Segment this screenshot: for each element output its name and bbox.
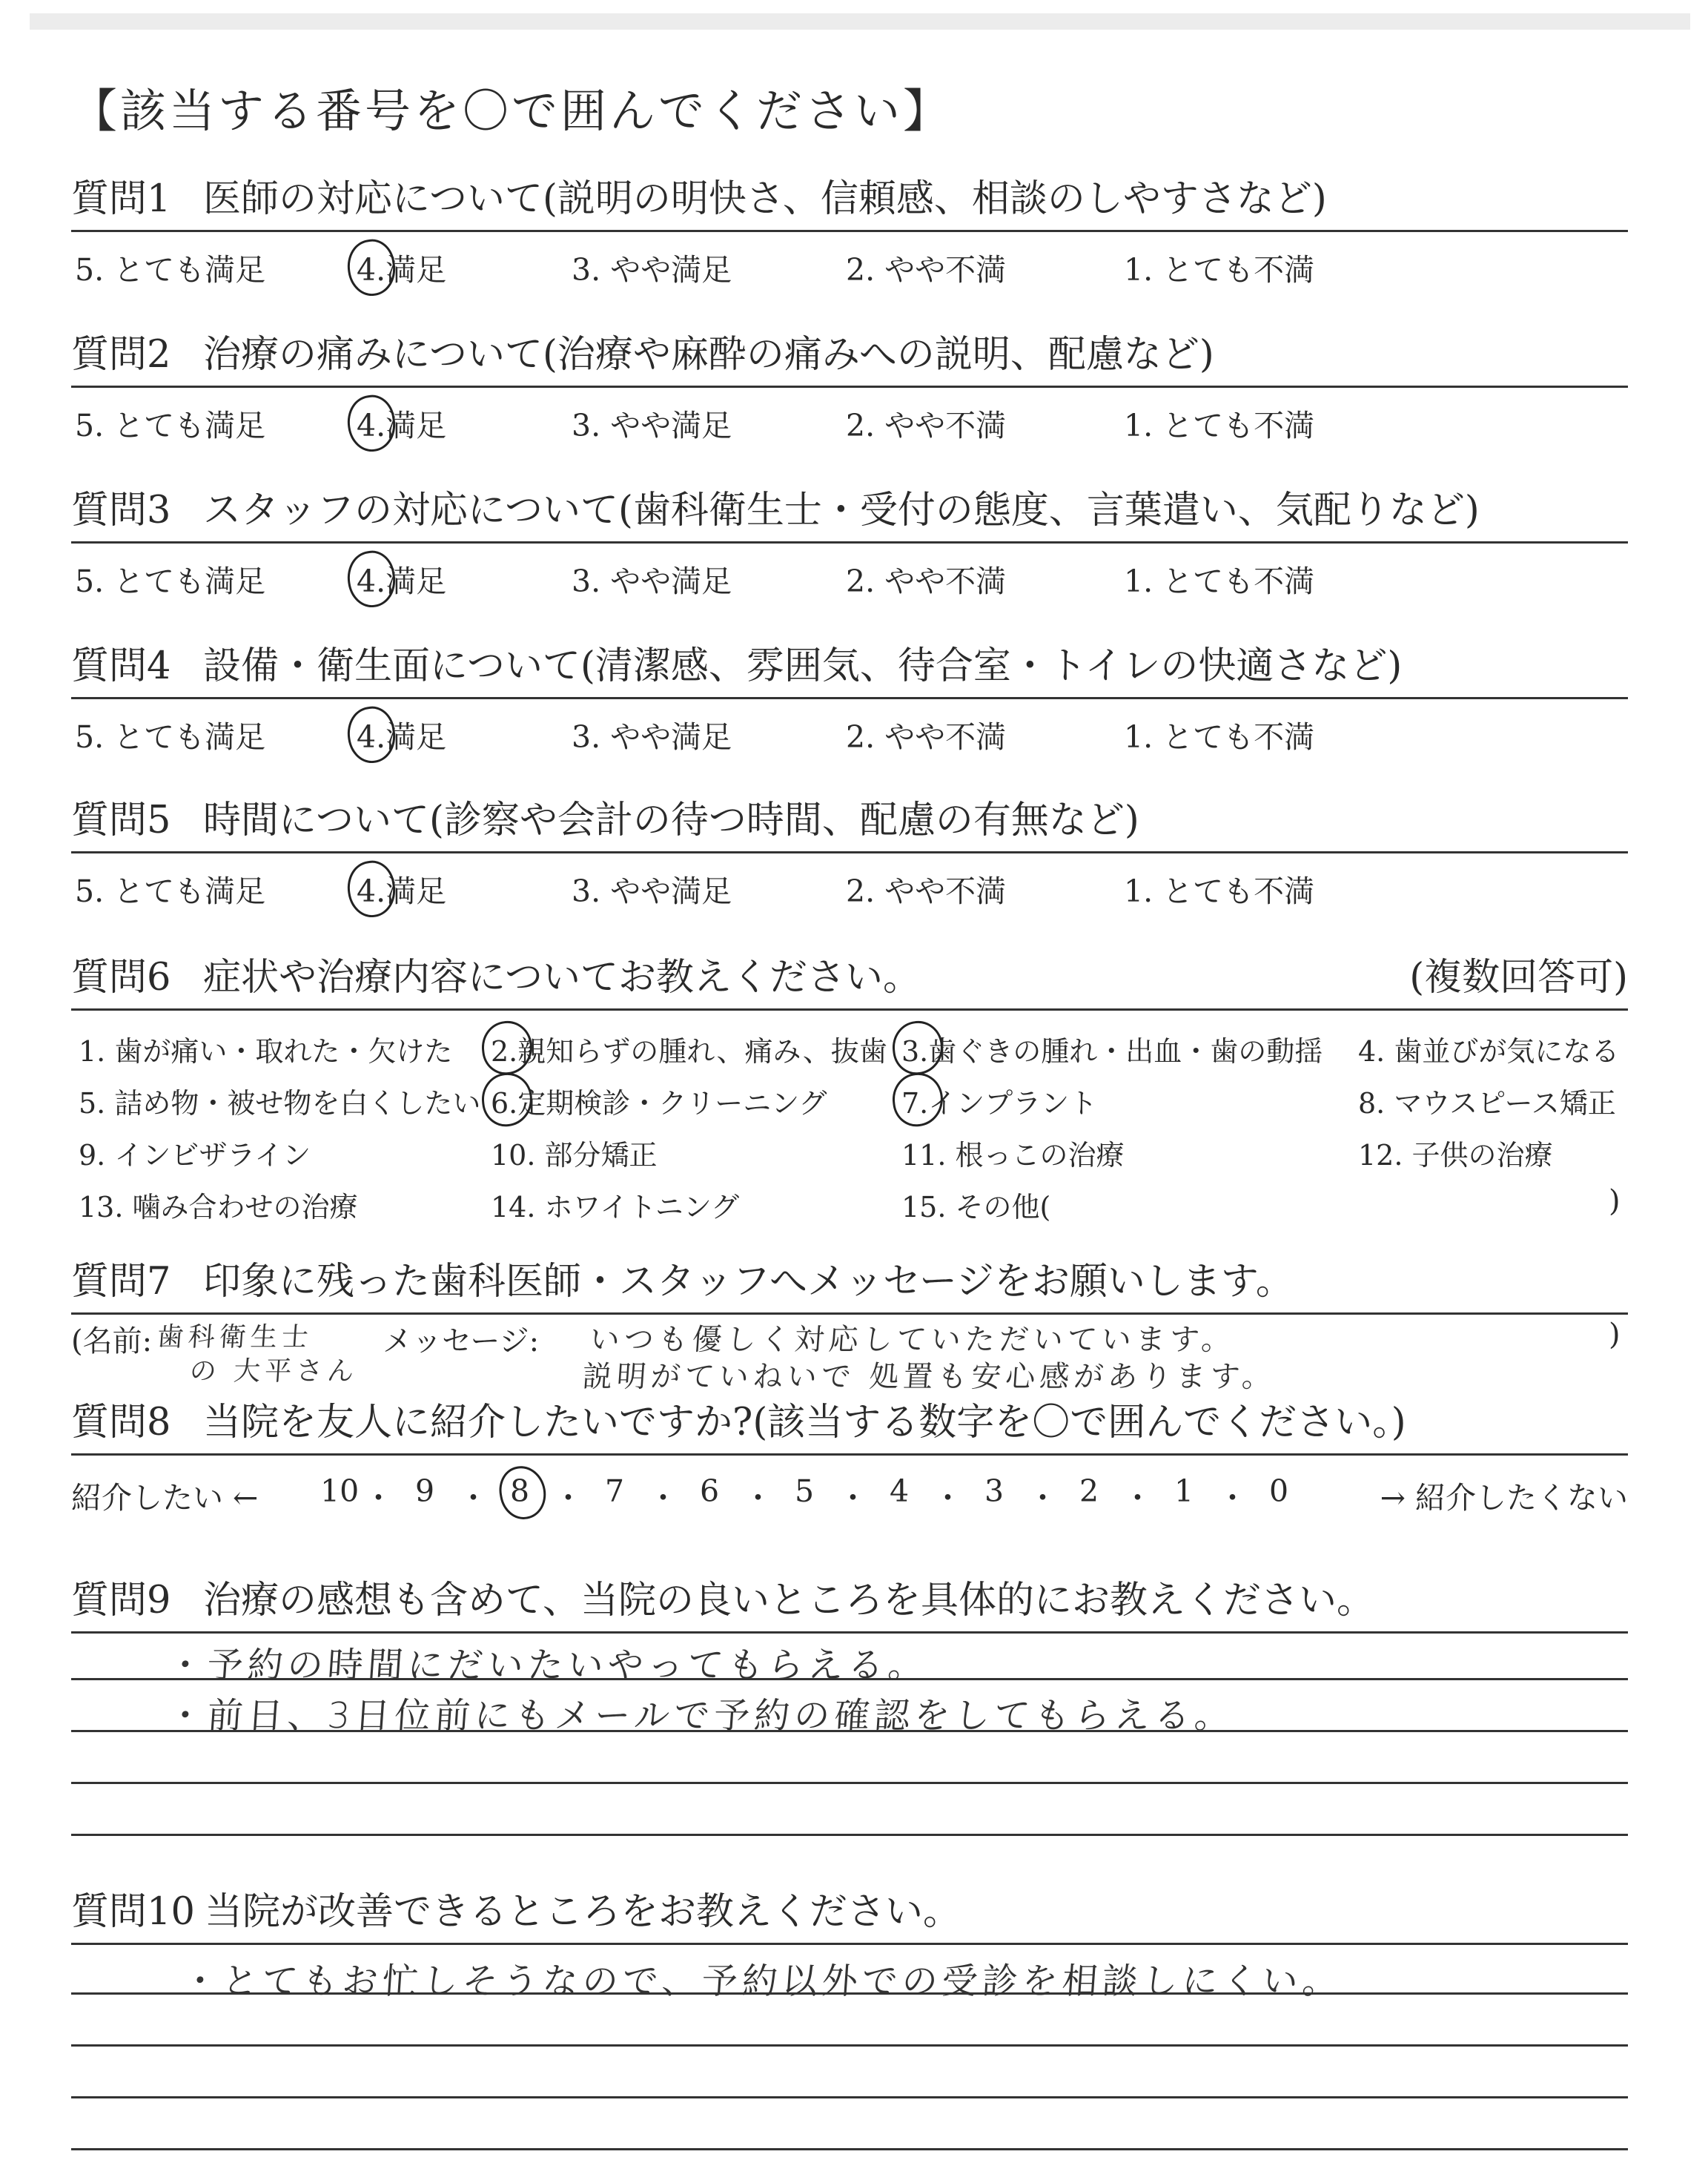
scale-separator: ・ xyxy=(838,1480,868,1516)
choice-4-satisfied-selected[interactable]: 4.満足 xyxy=(357,713,446,756)
handwritten-answer-2: ・前日、3日位前にもメールで予約の確認をしてもらえる。 xyxy=(165,1695,1237,1737)
scale-value-9[interactable]: 9 xyxy=(415,1473,435,1509)
question-7 xyxy=(71,1253,1628,1394)
name-label: (名前: xyxy=(71,1324,153,1358)
question-text: 治療の感想も含めて、当院の良いところを具体的にお教えください。 xyxy=(203,1579,1374,1622)
staff-message xyxy=(71,1315,1628,1394)
choice-3-somewhat-satisfied[interactable]: 3. やや満足 xyxy=(572,719,732,755)
scale-value-3[interactable]: 3 xyxy=(984,1473,1004,1509)
option-10[interactable]: 10. 部分矯正 xyxy=(491,1139,658,1172)
scale-value-8-selected[interactable]: 8 xyxy=(510,1473,530,1509)
scale-value-1[interactable]: 1 xyxy=(1174,1473,1194,1509)
option-12[interactable]: 12. 子供の治療 xyxy=(1358,1139,1553,1172)
question-number: 質問9 xyxy=(71,1579,171,1622)
question-number: 質問1 xyxy=(71,177,171,221)
question-4-header xyxy=(71,638,1628,699)
scale-separator: ・ xyxy=(363,1480,394,1516)
question-text: 医師の対応について(説明の明快さ、信頼感、相談のしやすさなど) xyxy=(203,177,1327,221)
question-text: 印象に残った歯科医師・スタッフへメッセージをお願いします。 xyxy=(203,1260,1294,1304)
rating-choices xyxy=(71,388,1628,450)
choice-3-somewhat-satisfied[interactable]: 3. やや満足 xyxy=(572,873,732,909)
question-2-header xyxy=(71,326,1628,388)
multiple-answers-note: (複数回答可) xyxy=(1409,956,1628,1000)
choice-1-very-dissatisfied[interactable]: 1. とても不満 xyxy=(1124,252,1315,288)
scale-separator: ・ xyxy=(743,1480,773,1516)
option-15[interactable]: 15. その他( xyxy=(901,1191,1051,1223)
option-9[interactable]: 9. インビザライン xyxy=(79,1139,311,1172)
question-7-header xyxy=(71,1253,1628,1315)
question-3 xyxy=(71,482,1628,606)
question-4 xyxy=(71,638,1628,762)
question-1-header xyxy=(71,171,1628,232)
choice-3-somewhat-satisfied[interactable]: 3. やや満足 xyxy=(572,252,732,288)
choice-4-satisfied-selected[interactable]: 4.満足 xyxy=(357,401,446,445)
question-9-header xyxy=(71,1572,1628,1634)
handwritten-answer-1: ・予約の時間にだいたいやってもらえる。 xyxy=(165,1645,930,1686)
choice-3-somewhat-satisfied[interactable]: 3. やや満足 xyxy=(572,408,732,443)
answer-line xyxy=(71,1834,1628,1836)
choice-4-satisfied-selected[interactable]: 4.満足 xyxy=(357,245,446,289)
message-close-paren: ) xyxy=(1609,1318,1621,1352)
scale-right-label: → 紹介したくない xyxy=(1380,1480,1628,1516)
choice-2-somewhat-dissatisfied[interactable]: 2. やや不満 xyxy=(846,873,1007,909)
option-7-selected[interactable]: 7.インプラント xyxy=(901,1080,1097,1121)
choice-1-very-dissatisfied[interactable]: 1. とても不満 xyxy=(1124,408,1315,443)
scale-separator: ・ xyxy=(648,1480,678,1516)
question-2 xyxy=(71,326,1628,450)
answer-line xyxy=(71,2044,1628,2047)
scale-value-4[interactable]: 4 xyxy=(890,1473,910,1509)
scale-value-6[interactable]: 6 xyxy=(700,1473,720,1509)
answer-line xyxy=(71,2148,1628,2150)
scale-value-10[interactable]: 10 xyxy=(320,1473,360,1509)
improvement-lines xyxy=(71,1945,1628,2160)
question-number: 質問3 xyxy=(71,489,171,532)
option-8[interactable]: 8. マウスピース矯正 xyxy=(1358,1087,1616,1120)
option-1[interactable]: 1. 歯が痛い・取れた・欠けた xyxy=(79,1035,453,1068)
rating-choices xyxy=(71,232,1628,294)
choice-1-very-dissatisfied[interactable]: 1. とても不満 xyxy=(1124,564,1315,599)
option-4[interactable]: 4. 歯並びが気になる xyxy=(1358,1035,1620,1068)
question-6-header xyxy=(71,949,1628,1011)
scale-separator: ・ xyxy=(1027,1480,1058,1516)
rating-choices xyxy=(71,544,1628,606)
question-text: 治療の痛みについて(治療や麻酔の痛みへの説明、配慮など) xyxy=(203,333,1214,377)
question-text: 時間について(診察や会計の待つ時間、配慮の有無など) xyxy=(203,799,1139,842)
message-label: メッセージ: xyxy=(383,1324,540,1358)
scale-left-label: 紹介したい ← xyxy=(71,1480,259,1516)
handwritten-name-line-2: の 大平さん xyxy=(188,1356,360,1387)
question-number: 質問8 xyxy=(71,1401,171,1444)
scale-value-7[interactable]: 7 xyxy=(605,1473,625,1509)
scan-top-band xyxy=(30,13,1690,30)
scale-value-0[interactable]: 0 xyxy=(1269,1473,1289,1509)
choice-1-very-dissatisfied[interactable]: 1. とても不満 xyxy=(1124,873,1315,909)
choice-5-very-satisfied[interactable]: 5. とても満足 xyxy=(75,564,266,599)
question-10-header xyxy=(71,1883,1628,1945)
question-1 xyxy=(71,171,1628,294)
option-5[interactable]: 5. 詰め物・被せ物を白くしたい xyxy=(79,1087,481,1120)
symptom-options xyxy=(71,1011,1628,1222)
scale-separator: ・ xyxy=(458,1480,489,1516)
handwritten-message-line-1: いつも優しく対応していただいています。 xyxy=(589,1323,1237,1357)
choice-2-somewhat-dissatisfied[interactable]: 2. やや不満 xyxy=(846,408,1007,443)
question-number: 質問4 xyxy=(71,644,171,688)
choice-3-somewhat-satisfied[interactable]: 3. やや満足 xyxy=(572,564,732,599)
question-5 xyxy=(71,792,1628,916)
question-text: 症状や治療内容についてお教えください。 xyxy=(203,956,921,1000)
question-number: 質問10 xyxy=(71,1890,195,1934)
scale-separator: ・ xyxy=(1217,1480,1248,1516)
scale-separator: ・ xyxy=(1122,1480,1153,1516)
choice-5-very-satisfied[interactable]: 5. とても満足 xyxy=(75,873,266,909)
choice-4-satisfied-selected[interactable]: 4.満足 xyxy=(357,557,446,601)
handwritten-message-line-2: 説明がていねいで 処置も安心感があります。 xyxy=(581,1360,1277,1394)
rating-choices xyxy=(71,699,1628,762)
question-10 xyxy=(71,1883,1628,2160)
question-text: 設備・衛生面について(清潔感、雰囲気、待合室・トイレの快適さなど) xyxy=(203,644,1403,688)
page-title: 【該当する番号を〇で囲んでください】 xyxy=(71,84,953,138)
question-text: 当院を友人に紹介したいですか?(該当する数字を〇で囲んでください。) xyxy=(203,1401,1406,1444)
question-number: 質問7 xyxy=(71,1260,171,1304)
question-8-header xyxy=(71,1394,1628,1456)
choice-2-somewhat-dissatisfied[interactable]: 2. やや不満 xyxy=(846,564,1007,599)
good-points-lines xyxy=(71,1634,1628,1856)
option-11[interactable]: 11. 根っこの治療 xyxy=(901,1139,1125,1172)
answer-line xyxy=(71,2096,1628,2098)
scale-value-2[interactable]: 2 xyxy=(1079,1473,1099,1509)
rating-choices xyxy=(71,853,1628,916)
choice-5-very-satisfied[interactable]: 5. とても満足 xyxy=(75,719,266,755)
question-text: 当院が改善できるところをお教えください。 xyxy=(205,1890,961,1934)
question-number: 質問6 xyxy=(71,956,171,1000)
choice-2-somewhat-dissatisfied[interactable]: 2. やや不満 xyxy=(846,719,1007,755)
option-3-selected[interactable]: 3.歯ぐきの腫れ・出血・歯の動揺 xyxy=(901,1028,1323,1069)
scale-separator: ・ xyxy=(553,1480,583,1516)
scale-value-5[interactable]: 5 xyxy=(795,1473,815,1509)
answer-line xyxy=(71,1782,1628,1784)
question-6 xyxy=(71,949,1628,1222)
question-number: 質問5 xyxy=(71,799,171,842)
choice-4-satisfied-selected[interactable]: 4.満足 xyxy=(357,867,446,911)
question-8 xyxy=(71,1394,1628,1522)
option-14[interactable]: 14. ホワイトニング xyxy=(491,1191,740,1223)
scale-separator: ・ xyxy=(933,1480,963,1516)
question-3-header xyxy=(71,482,1628,544)
choice-5-very-satisfied[interactable]: 5. とても満足 xyxy=(75,252,266,288)
question-5-header xyxy=(71,792,1628,853)
option-6-selected[interactable]: 6.定期検診・クリーニング xyxy=(491,1080,827,1121)
option-13[interactable]: 13. 噛み合わせの治療 xyxy=(79,1191,358,1223)
question-text: スタッフの対応について(歯科衛生士・受付の態度、言葉遣い、気配りなど) xyxy=(203,489,1480,532)
question-number: 質問2 xyxy=(71,333,171,377)
other-close-paren: ) xyxy=(1609,1184,1621,1218)
handwritten-name: 歯科衛生士 xyxy=(156,1322,314,1353)
handwritten-improvement-1: ・とてもお忙しそうなので、予約以外での受診を相談しにくい。 xyxy=(180,1961,1344,2002)
option-2-selected[interactable]: 2.親知らずの腫れ、痛み、抜歯 xyxy=(491,1028,887,1069)
choice-5-very-satisfied[interactable]: 5. とても満足 xyxy=(75,408,266,443)
recommendation-scale xyxy=(71,1456,1628,1522)
choice-2-somewhat-dissatisfied[interactable]: 2. やや不満 xyxy=(846,252,1007,288)
choice-1-very-dissatisfied[interactable]: 1. とても不満 xyxy=(1124,719,1315,755)
question-9 xyxy=(71,1572,1628,1856)
